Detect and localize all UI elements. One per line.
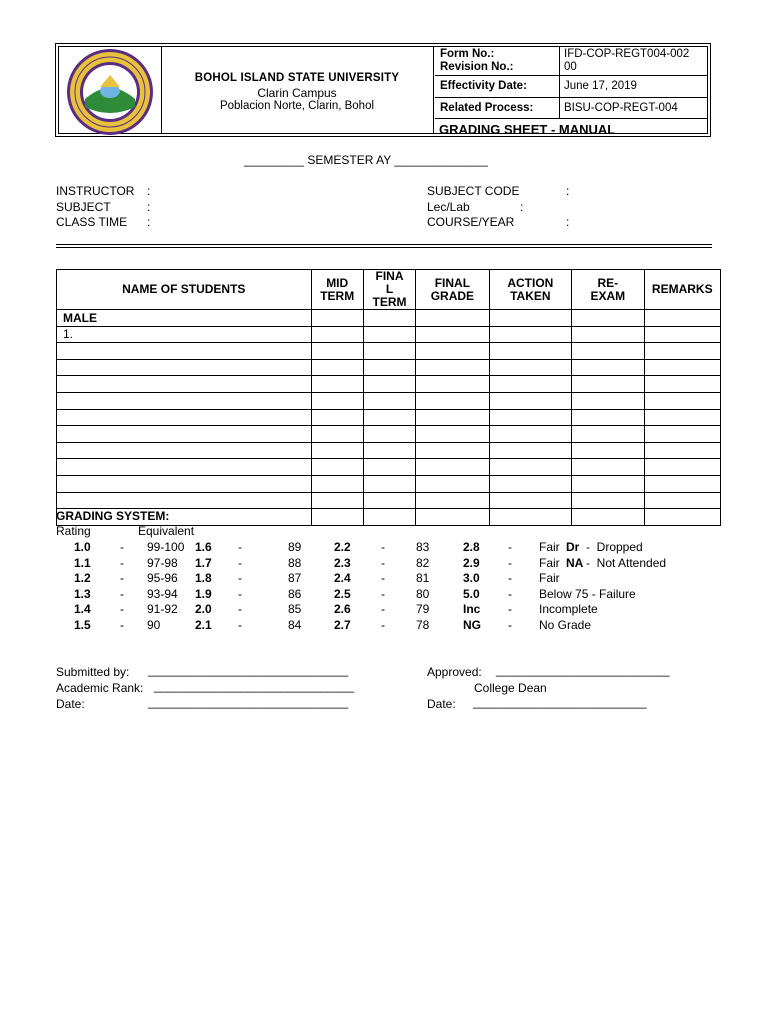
grading-cell: 88 bbox=[288, 555, 302, 570]
table-row bbox=[57, 343, 721, 360]
cell[interactable] bbox=[489, 475, 571, 492]
grading-cell: - bbox=[120, 618, 124, 632]
col-name-of-students: NAME OF STUDENTS bbox=[57, 270, 312, 310]
cell[interactable] bbox=[644, 326, 721, 343]
equivalent-label: Equivalent bbox=[138, 524, 195, 538]
table-row bbox=[57, 475, 721, 492]
college-dean-label: College Dean bbox=[474, 681, 547, 695]
grading-cell: - bbox=[238, 555, 242, 570]
grading-cell: 5.0 bbox=[463, 586, 480, 601]
cell[interactable] bbox=[572, 376, 644, 393]
row-number[interactable]: 1. bbox=[57, 326, 312, 343]
grading-cell: Fair bbox=[539, 571, 560, 586]
table-row bbox=[57, 409, 721, 426]
cell[interactable] bbox=[572, 459, 644, 476]
cell[interactable] bbox=[57, 459, 312, 476]
grading-cell: 86 bbox=[288, 586, 302, 601]
rating-label: Rating bbox=[56, 524, 91, 538]
approved-line[interactable]: __________________________ bbox=[496, 663, 670, 677]
grading-cell: NA bbox=[566, 555, 584, 570]
cell[interactable] bbox=[416, 492, 489, 509]
cell[interactable] bbox=[363, 376, 415, 393]
col-remarks: REMARKS bbox=[644, 270, 721, 310]
grading-cell: 90 bbox=[147, 618, 161, 632]
sheet-title: GRADING SHEET - MANUAL bbox=[439, 122, 616, 137]
cell[interactable] bbox=[489, 392, 571, 409]
cell[interactable] bbox=[489, 310, 571, 327]
grading-cell: 87 bbox=[288, 571, 302, 586]
grading-cell: 1.3 bbox=[74, 586, 91, 601]
cell[interactable] bbox=[416, 442, 489, 459]
course-year-label: COURSE/YEAR bbox=[427, 215, 515, 229]
grading-cell: 95-96 bbox=[147, 571, 178, 586]
grading-cell: - bbox=[120, 555, 124, 570]
grading-cell: 2.5 bbox=[334, 586, 351, 601]
grading-cell: 2.9 bbox=[463, 555, 480, 570]
campus-name: Clarin Campus bbox=[257, 86, 337, 100]
grading-cell: - bbox=[508, 586, 512, 601]
grading-cell: 84 bbox=[288, 618, 302, 632]
date-label: Date: bbox=[56, 697, 85, 711]
cell[interactable] bbox=[311, 475, 363, 492]
cell[interactable] bbox=[572, 359, 644, 376]
cell[interactable] bbox=[416, 310, 489, 327]
grading-cell: 1.0 bbox=[74, 540, 91, 554]
grading-cell: - bbox=[381, 555, 385, 570]
cell[interactable] bbox=[363, 475, 415, 492]
table-row bbox=[57, 426, 721, 443]
cell[interactable] bbox=[311, 442, 363, 459]
effectivity-label: Effectivity Date: bbox=[440, 80, 527, 92]
grading-cell: 93-94 bbox=[147, 586, 178, 601]
cell[interactable] bbox=[572, 392, 644, 409]
cell[interactable] bbox=[311, 409, 363, 426]
table-row bbox=[57, 376, 721, 393]
cell[interactable] bbox=[572, 326, 644, 343]
class-time-label: CLASS TIME bbox=[56, 215, 128, 229]
grading-cell: 83 bbox=[416, 540, 430, 554]
table-row bbox=[57, 459, 721, 476]
cell[interactable] bbox=[644, 442, 721, 459]
instructor-colon: : bbox=[147, 184, 151, 198]
grading-cell: 2.3 bbox=[334, 555, 351, 570]
cell[interactable] bbox=[363, 310, 415, 327]
grading-cell: 81 bbox=[416, 571, 430, 586]
grading-cell: 2.0 bbox=[195, 602, 212, 617]
grading-cell: 1.5 bbox=[74, 618, 91, 632]
grading-cell: - Dropped bbox=[586, 540, 643, 554]
cell[interactable] bbox=[311, 509, 363, 526]
cell[interactable] bbox=[572, 310, 644, 327]
subject-colon: : bbox=[147, 200, 151, 214]
group-male-label: MALE bbox=[57, 310, 312, 327]
cell[interactable] bbox=[489, 426, 571, 443]
cell[interactable] bbox=[57, 492, 312, 509]
cell[interactable] bbox=[416, 392, 489, 409]
grading-cell: NG bbox=[463, 618, 481, 632]
grading-cell: 1.1 bbox=[74, 555, 91, 570]
cell[interactable] bbox=[572, 343, 644, 360]
grading-cell: - bbox=[120, 586, 124, 601]
grading-cell: - bbox=[508, 540, 512, 554]
grading-cell: 99-100 bbox=[147, 540, 185, 554]
cell[interactable] bbox=[363, 392, 415, 409]
cell[interactable] bbox=[644, 310, 721, 327]
cell[interactable] bbox=[489, 492, 571, 509]
cell[interactable] bbox=[416, 409, 489, 426]
cell[interactable] bbox=[57, 475, 312, 492]
cell[interactable] bbox=[363, 359, 415, 376]
cell[interactable] bbox=[363, 409, 415, 426]
cell[interactable] bbox=[416, 376, 489, 393]
academic-rank-line[interactable]: ______________________________ bbox=[154, 679, 355, 693]
cell[interactable] bbox=[489, 509, 571, 526]
subject-label: SUBJECT bbox=[56, 200, 111, 214]
cell[interactable] bbox=[489, 442, 571, 459]
lec-lab-label: Lec/Lab bbox=[427, 200, 470, 214]
cell[interactable] bbox=[57, 442, 312, 459]
cell[interactable] bbox=[489, 409, 571, 426]
lec-lab-colon: : bbox=[520, 200, 524, 214]
form-no-label: Form No.: bbox=[440, 48, 495, 60]
divider-double-rule bbox=[56, 244, 712, 248]
cell[interactable] bbox=[311, 310, 363, 327]
col-mid-term: MID TERM bbox=[311, 270, 363, 310]
grading-cell: 1.2 bbox=[74, 571, 91, 586]
grading-cell: - bbox=[381, 602, 385, 617]
cell[interactable] bbox=[311, 392, 363, 409]
grading-cell: 2.2 bbox=[334, 540, 351, 554]
grading-cell: - bbox=[120, 602, 124, 617]
grading-cell: Below 75 - Failure bbox=[539, 586, 636, 601]
grading-cell: - bbox=[508, 571, 512, 586]
table-row bbox=[57, 442, 721, 459]
grading-cell: - bbox=[238, 586, 242, 601]
revision-label: Revision No.: bbox=[440, 61, 514, 73]
grading-cell: - bbox=[120, 540, 124, 554]
cell[interactable] bbox=[572, 442, 644, 459]
grading-cell: Fair bbox=[539, 540, 560, 554]
table-row bbox=[57, 492, 721, 509]
col-action-taken: ACTION TAKEN bbox=[489, 270, 571, 310]
cell[interactable] bbox=[644, 392, 721, 409]
grading-cell: - bbox=[508, 602, 512, 617]
cell[interactable] bbox=[57, 359, 312, 376]
cell[interactable] bbox=[644, 492, 721, 509]
grading-cell: 2.1 bbox=[195, 618, 212, 632]
university-seal-logo bbox=[65, 47, 155, 137]
cell[interactable] bbox=[489, 326, 571, 343]
grading-system-title: GRADING SYSTEM: bbox=[56, 509, 170, 523]
form-meta bbox=[435, 47, 707, 137]
submitted-by-line[interactable]: ______________________________ bbox=[148, 663, 349, 677]
cell[interactable] bbox=[311, 426, 363, 443]
grading-cell: 1.4 bbox=[74, 602, 91, 617]
cell[interactable] bbox=[644, 509, 721, 526]
cell[interactable] bbox=[644, 343, 721, 360]
grading-cell: 1.8 bbox=[195, 571, 212, 586]
date2-label: Date: bbox=[427, 697, 456, 711]
cell[interactable] bbox=[363, 326, 415, 343]
grading-cell: - bbox=[381, 586, 385, 601]
revision-value: 00 bbox=[564, 61, 577, 73]
cell[interactable] bbox=[644, 426, 721, 443]
grading-cell: 2.4 bbox=[334, 571, 351, 586]
table-row-male-group bbox=[57, 310, 721, 327]
table-row bbox=[57, 359, 721, 376]
grading-cell: No Grade bbox=[539, 618, 592, 632]
grading-cell: 82 bbox=[416, 555, 430, 570]
grading-cell: - bbox=[238, 571, 242, 586]
grading-cell: 1.9 bbox=[195, 586, 212, 601]
grading-cell: Fair bbox=[539, 555, 560, 570]
cell[interactable] bbox=[416, 475, 489, 492]
cell[interactable] bbox=[572, 426, 644, 443]
grading-cell: 89 bbox=[288, 540, 302, 554]
cell[interactable] bbox=[416, 326, 489, 343]
grading-cell: - bbox=[381, 540, 385, 554]
grading-cell: - bbox=[238, 540, 242, 554]
subject-code-label: SUBJECT CODE bbox=[427, 184, 520, 198]
grading-cell: 79 bbox=[416, 602, 430, 617]
cell[interactable] bbox=[489, 359, 571, 376]
cell[interactable] bbox=[416, 459, 489, 476]
cell[interactable] bbox=[363, 343, 415, 360]
subject-code-colon: : bbox=[566, 184, 570, 198]
cell[interactable] bbox=[363, 492, 415, 509]
table-header-row bbox=[57, 270, 721, 310]
cell[interactable] bbox=[57, 392, 312, 409]
approved-label: Approved: bbox=[427, 665, 482, 679]
cell[interactable] bbox=[57, 376, 312, 393]
col-re-exam: RE- EXAM bbox=[572, 270, 644, 310]
cell[interactable] bbox=[311, 359, 363, 376]
grading-cell: 85 bbox=[288, 602, 302, 617]
table-row bbox=[57, 326, 721, 343]
cell[interactable] bbox=[363, 426, 415, 443]
cell[interactable] bbox=[311, 326, 363, 343]
table-row bbox=[57, 392, 721, 409]
cell[interactable] bbox=[416, 509, 489, 526]
cell[interactable] bbox=[416, 426, 489, 443]
grading-cell: - bbox=[120, 571, 124, 586]
grading-cell: - bbox=[508, 555, 512, 570]
grading-cell: 91-92 bbox=[147, 602, 178, 617]
grading-cell: 1.7 bbox=[195, 555, 212, 570]
cell[interactable] bbox=[311, 459, 363, 476]
cell[interactable] bbox=[644, 376, 721, 393]
cell[interactable] bbox=[644, 475, 721, 492]
grading-cell: Inc bbox=[463, 602, 481, 617]
grading-cell: 1.6 bbox=[195, 540, 212, 554]
cell[interactable] bbox=[416, 359, 489, 376]
grading-cell: 78 bbox=[416, 618, 430, 632]
col-final-term: FINA L TERM bbox=[363, 270, 415, 310]
effectivity-value: June 17, 2019 bbox=[559, 76, 707, 97]
course-year-colon: : bbox=[566, 215, 570, 229]
grading-cell: Incomplete bbox=[539, 602, 598, 617]
cell[interactable] bbox=[363, 442, 415, 459]
cell[interactable] bbox=[572, 409, 644, 426]
cell[interactable] bbox=[572, 492, 644, 509]
submitted-by-label: Submitted by: bbox=[56, 665, 130, 679]
date-line[interactable]: ______________________________ bbox=[148, 695, 349, 709]
col-final-grade: FINAL GRADE bbox=[416, 270, 489, 310]
cell[interactable] bbox=[572, 509, 644, 526]
cell[interactable] bbox=[311, 376, 363, 393]
cell[interactable] bbox=[644, 409, 721, 426]
cell[interactable] bbox=[57, 343, 312, 360]
grading-cell: 3.0 bbox=[463, 571, 480, 586]
university-name: BOHOL ISLAND STATE UNIVERSITY bbox=[194, 72, 400, 84]
grading-cell: - bbox=[238, 618, 242, 632]
cell[interactable] bbox=[572, 475, 644, 492]
grading-cell: 2.7 bbox=[334, 618, 351, 632]
cell[interactable] bbox=[363, 459, 415, 476]
campus-address: Poblacion Norte, Clarin, Bohol bbox=[219, 100, 375, 112]
related-label: Related Process: bbox=[440, 102, 534, 114]
semester-line: _________ SEMESTER AY ______________ bbox=[244, 153, 488, 167]
academic-rank-label: Academic Rank: bbox=[56, 681, 144, 695]
grading-cell: 2.8 bbox=[463, 540, 480, 554]
logo-cell bbox=[59, 47, 162, 133]
form-no-value: IFD-COP-REGT004-002 00 bbox=[559, 47, 707, 75]
grading-cell: - bbox=[508, 618, 512, 632]
cell[interactable] bbox=[489, 459, 571, 476]
cell[interactable] bbox=[644, 359, 721, 376]
grading-cell: Dr bbox=[566, 540, 580, 554]
grading-cell: - bbox=[381, 571, 385, 586]
instructor-label: INSTRUCTOR bbox=[56, 184, 135, 198]
cell[interactable] bbox=[311, 343, 363, 360]
cell[interactable] bbox=[489, 343, 571, 360]
cell[interactable] bbox=[416, 343, 489, 360]
cell[interactable] bbox=[311, 492, 363, 509]
class-time-colon: : bbox=[147, 215, 151, 229]
grading-cell: - Not Attended bbox=[586, 555, 667, 570]
cell[interactable] bbox=[489, 376, 571, 393]
grading-cell: - bbox=[381, 618, 385, 632]
university-info bbox=[161, 47, 434, 133]
grading-cell: 80 bbox=[416, 586, 430, 601]
cell[interactable] bbox=[57, 426, 312, 443]
grading-cell: 2.6 bbox=[334, 602, 351, 617]
grading-cell: 97-98 bbox=[147, 555, 178, 570]
form-header bbox=[55, 43, 711, 137]
date2-line[interactable]: __________________________ bbox=[473, 695, 647, 709]
cell[interactable] bbox=[644, 459, 721, 476]
cell[interactable] bbox=[57, 409, 312, 426]
related-value: BISU-COP-REGT-004 bbox=[559, 98, 707, 118]
grades-table bbox=[56, 269, 721, 526]
grading-cell: - bbox=[238, 602, 242, 617]
cell[interactable] bbox=[363, 509, 415, 526]
